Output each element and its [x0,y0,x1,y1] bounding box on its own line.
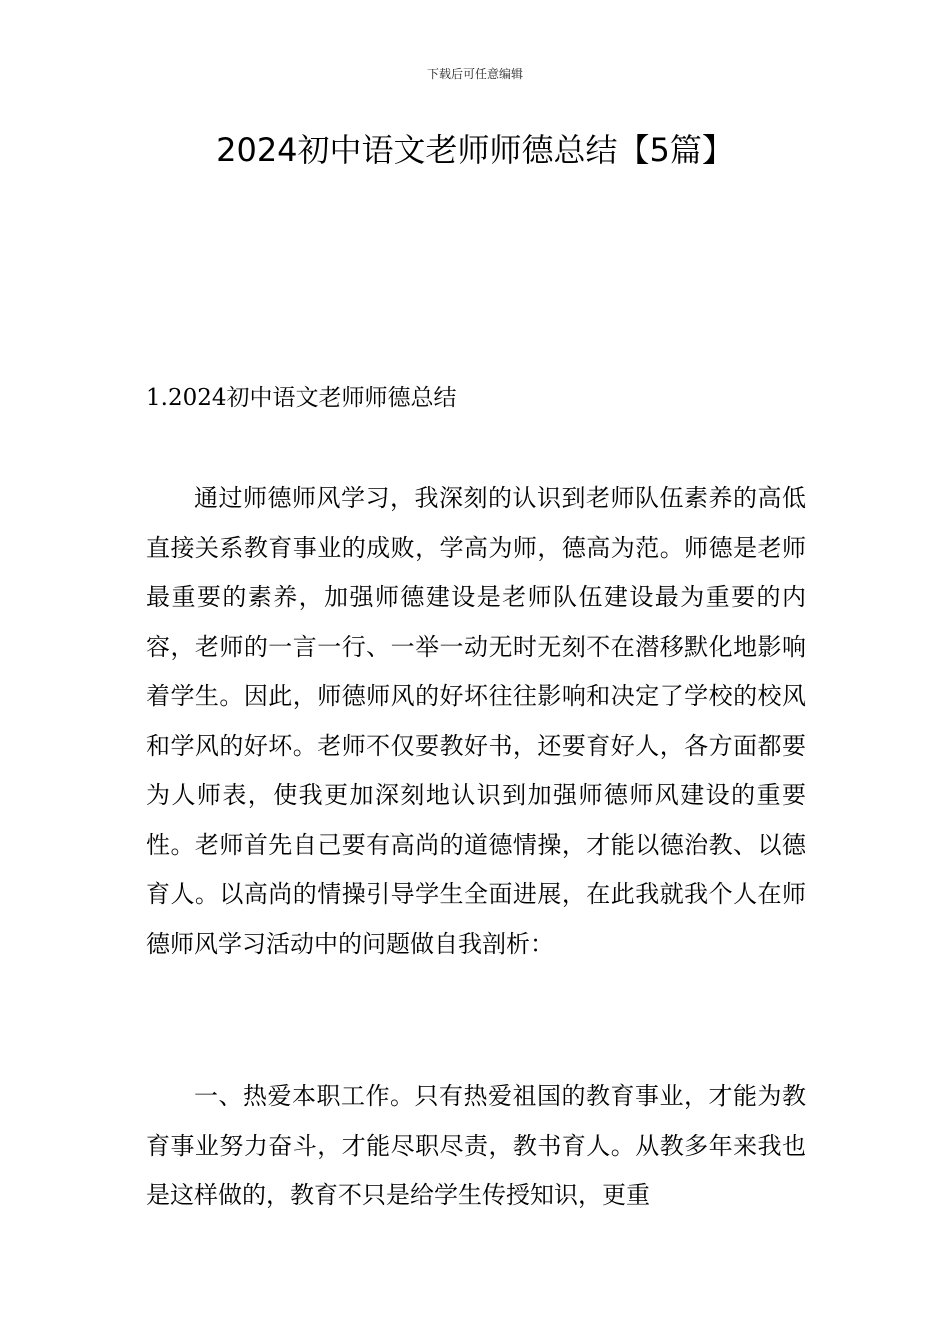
document-title: 2024初中语文老师师德总结【5篇】 [216,131,734,169]
body-paragraph: 一、热爱本职工作。只有热爱祖国的教育事业，才能为教育事业努力奋斗，才能尽职尽责，教书育人。从教多年来我也是这样做的，教育不只是给学生传授知识，更重 [146,1082,806,1209]
header-note: 下载后可任意编辑 [426,67,523,81]
section-heading: 1.2024初中语文老师师德总结 [146,385,457,411]
body-paragraph: 通过师德师风学习，我深刻的认识到老师队伍素养的高低直接关系教育事业的成败，学高为师，德高为范。师德是老师最重要的素养，加强师德建设是老师队伍建设最为重要的内容，老师的一言一行、一举一动无时无刻不在潜移默化地影响着学生。因此，师德师风的好坏往往影响和决定了学校的校风和学风的好坏。老师不仅要教好书，还要育好人，各方面都要为人师表，使我更加深刻地认识到加强师德师风建设的重要性。老师首先自己要有高尚的道德情操，才能以德治教、以德育人。以高尚的情操引导学生全面进展，在此我就我个人在师德师风学习活动中的问题做自我剖析： [146,484,806,958]
